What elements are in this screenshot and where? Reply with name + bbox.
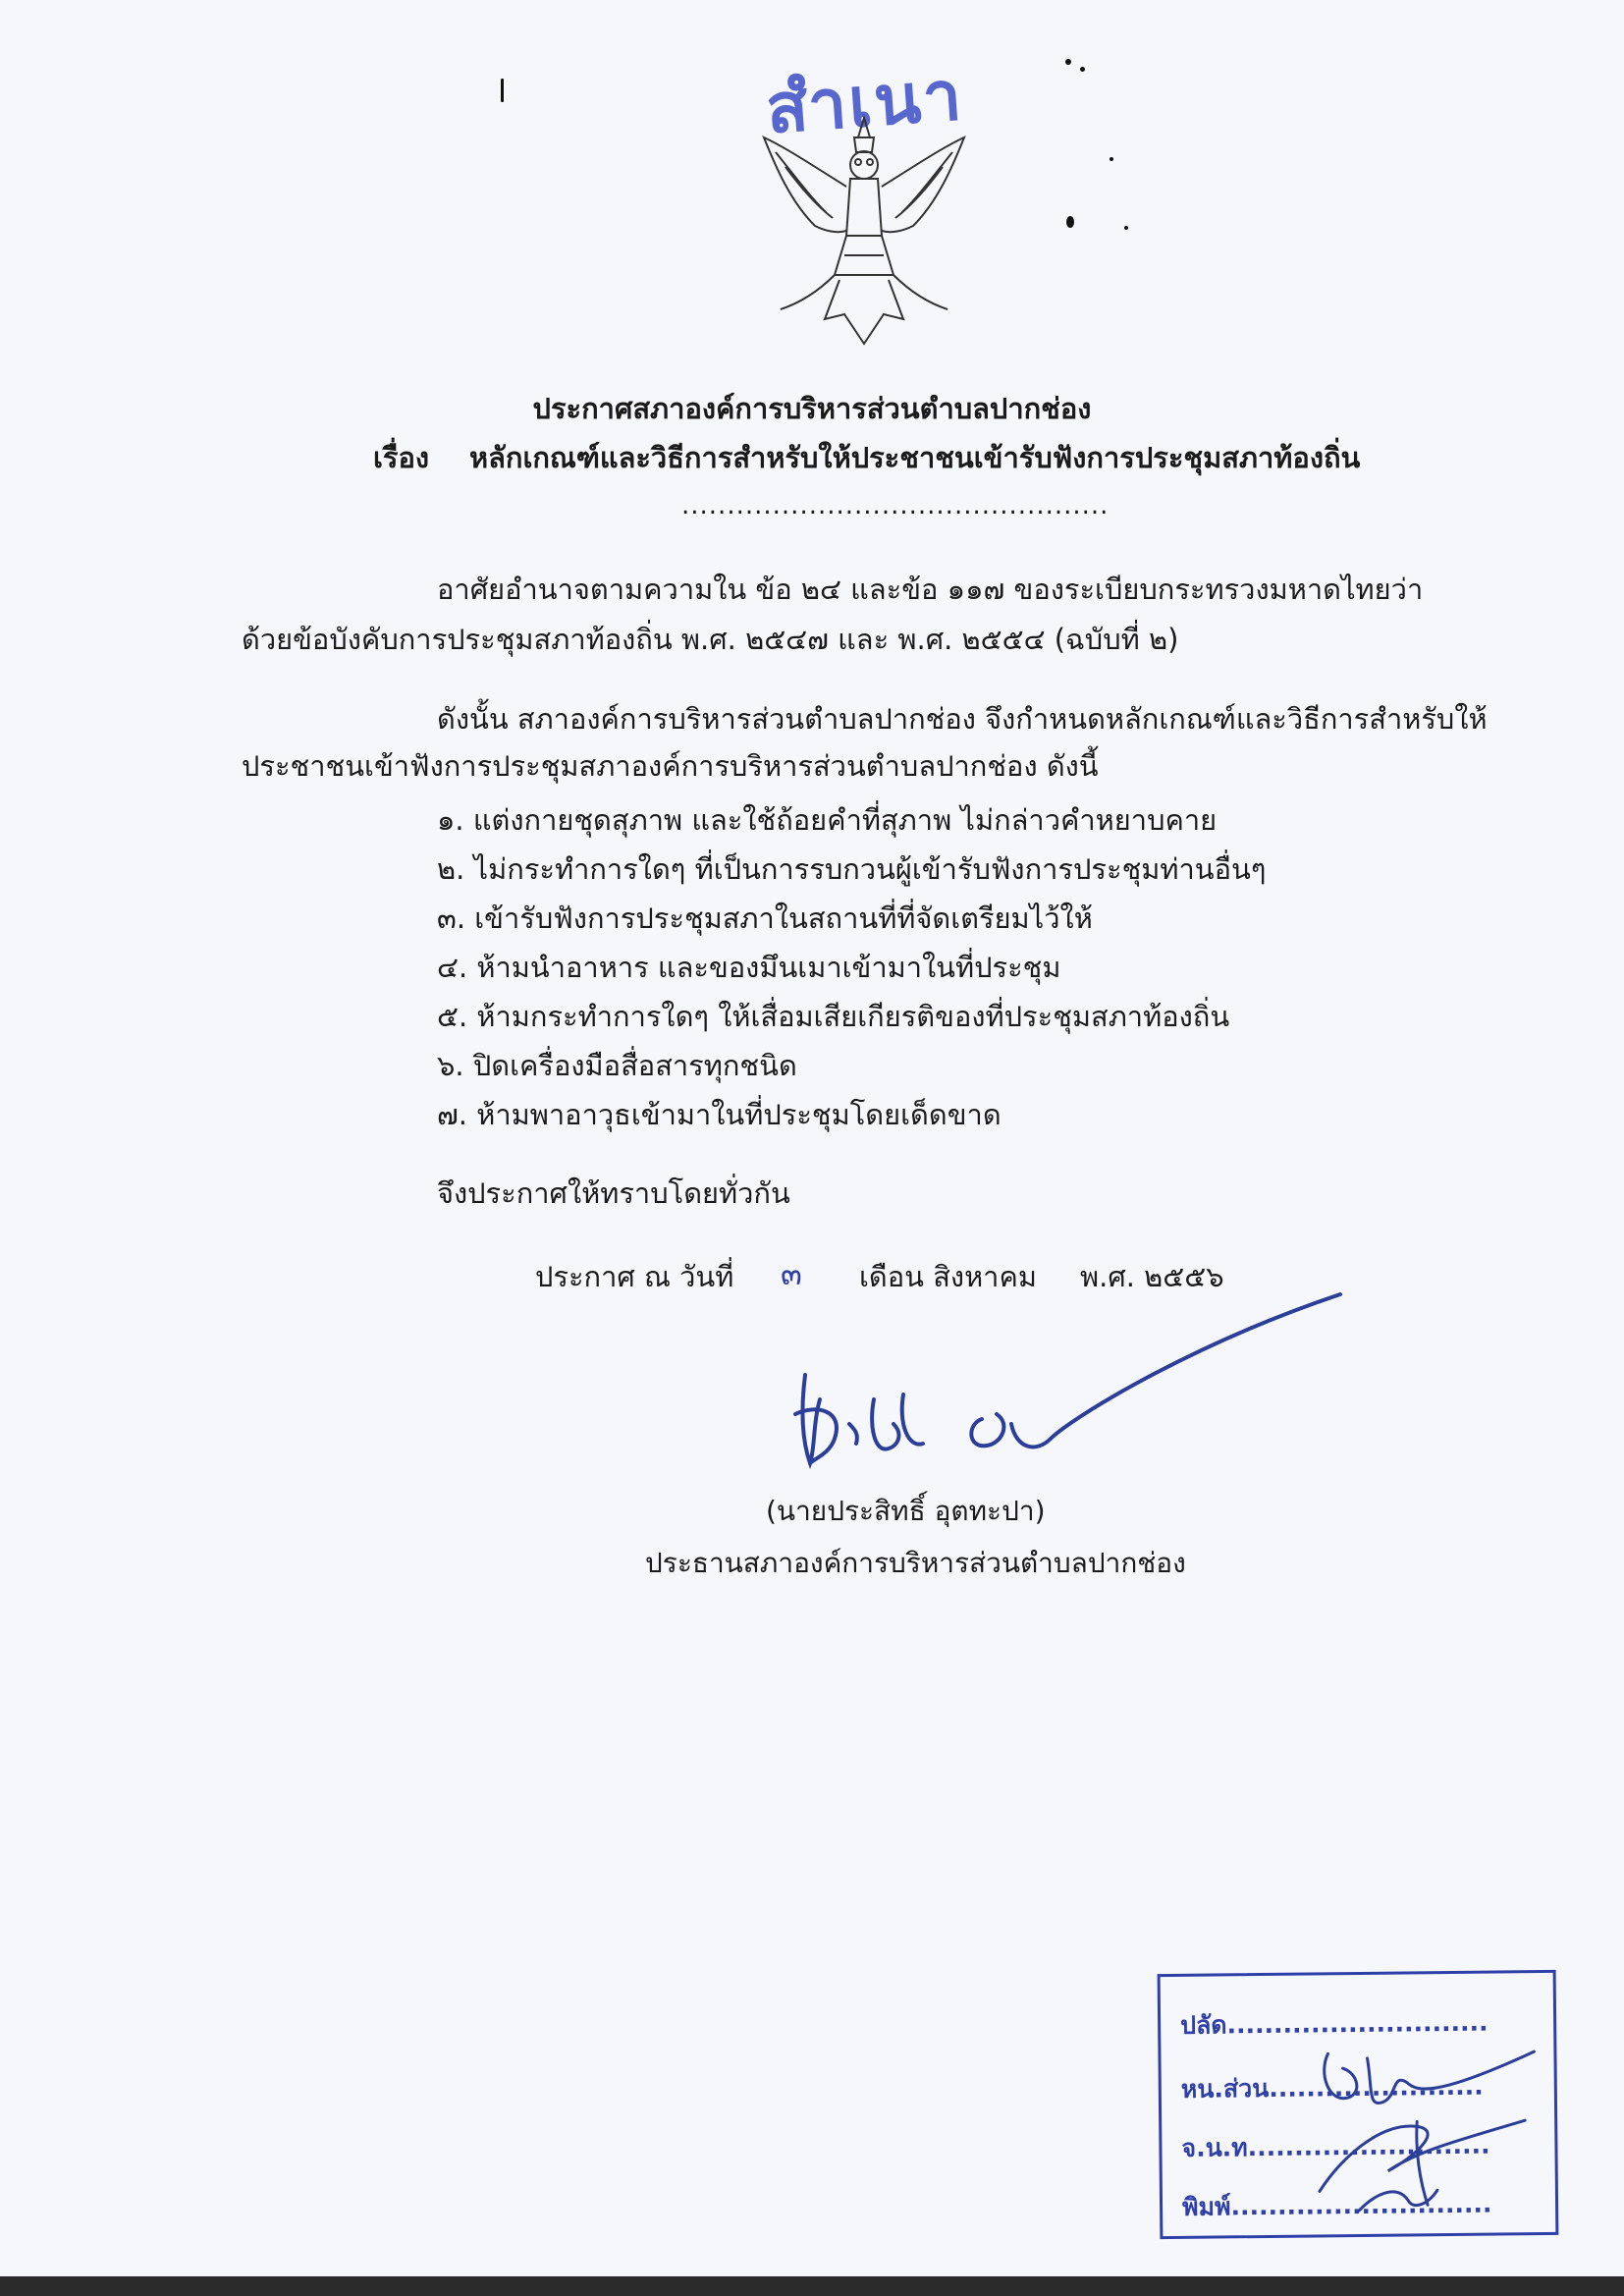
rule-item: ๒. ไม่กระทำการใดๆ ที่เป็นการรบกวนผู้เข้ารับฟังการประชุมท่านอื่นๆ (437, 852, 1267, 886)
chairman-signature (776, 1277, 1365, 1512)
para1-line1: อาศัยอำนาจตามความใน ข้อ ๒๔ และข้อ ๑๑๗ ของระเบียบกระทรวงมหาดไทยว่า (437, 573, 1424, 606)
title-divider: ............................................... (681, 491, 1110, 520)
routing-stamp (1158, 1970, 1559, 2239)
scan-bottom-edge (0, 2276, 1624, 2296)
routing-row-officer: จ.น.ท.......................... (1181, 2130, 1490, 2162)
para2-line2: ประชาชนเข้าฟังการประชุมสภาองค์การบริหารส่วนตำบลปากช่อง ดังนี้ (242, 749, 1099, 783)
scan-speck (1065, 59, 1071, 65)
routing-row-typist: พิมพ์............................ (1181, 2189, 1492, 2221)
rule-item: ๓. เข้ารับฟังการประชุมสภาในสถานที่ที่จัดเตรียมไว้ให้ (437, 902, 1093, 935)
announcement-date-month: เดือน สิงหาคม (859, 1260, 1037, 1293)
para2-line1: ดังนั้น สภาองค์การบริหารส่วนตำบลปากช่อง จึงกำหนดหลักเกณฑ์และวิธีการสำหรับให้ (437, 702, 1488, 736)
rule-item: ๖. ปิดเครื่องมือสื่อสารทุกชนิด (437, 1049, 797, 1082)
announcement-date-day: ๓ (781, 1255, 802, 1292)
announcement-title: ประกาศสภาองค์การบริหารส่วนตำบลปากช่อง (532, 392, 1092, 425)
rule-item: ๔. ห้ามนำอาหาร และของมึนเมาเข้ามาในที่ประชุม (437, 951, 1061, 984)
scan-speck (1066, 216, 1074, 228)
rule-item: ๑. แต่งกายชุดสุภาพ และใช้ถ้อยคำที่สุภาพ ไม่กล่าวคำหยาบคาย (437, 803, 1218, 837)
rule-item: ๗. ห้ามพาอาวุธเข้ามาในที่ประชุมโดยเด็ดขาด (437, 1098, 1001, 1131)
closing-line: จึงประกาศให้ทราบโดยทั่วกัน (437, 1176, 790, 1210)
scan-speck (1124, 226, 1128, 230)
initials-signature (1298, 2012, 1555, 2231)
routing-row-head: หน.ส่วน....................... (1180, 2071, 1484, 2104)
rule-item: ๕. ห้ามกระทำการใดๆ ให้เสื่อมเสียเกียรติของที่ประชุมสภาท้องถิ่น (437, 1000, 1230, 1033)
subject-label: เรื่อง (373, 441, 430, 474)
para1-line2: ด้วยข้อบังคับการประชุมสภาท้องถิ่น พ.ศ. ๒๕๔๗ และ พ.ศ. ๒๕๕๔ (ฉบับที่ ๒) (242, 623, 1179, 656)
signer-title: ประธานสภาองค์การบริหารส่วนตำบลปากช่อง (645, 1547, 1186, 1579)
signer-name: (นายประสิทธิ์ อุตทะปา) (766, 1495, 1046, 1527)
announcement-date-prefix: ประกาศ ณ วันที่ (535, 1260, 734, 1293)
copy-stamp: สำเนา (763, 55, 966, 149)
scan-speck (1080, 67, 1085, 72)
scan-speck (501, 79, 504, 102)
announcement-date-year: พ.ศ. ๒๕๕๖ (1080, 1260, 1224, 1293)
subject-text: หลักเกณฑ์และวิธีการสำหรับให้ประชาชนเข้ารับฟังการประชุมสภาท้องถิ่น (469, 441, 1361, 474)
scan-speck (1110, 157, 1113, 161)
garuda-emblem (756, 108, 972, 354)
routing-row-palad: ปลัด............................ (1179, 2007, 1489, 2040)
